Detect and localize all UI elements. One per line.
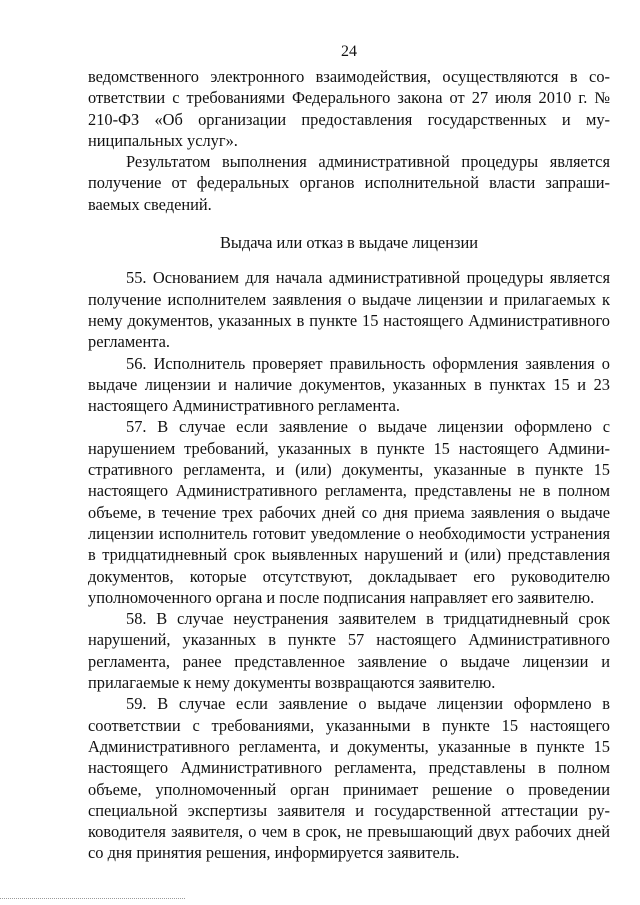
- scan-edge-mark: [0, 898, 185, 899]
- clause-57: 57. В случае если заявление о выдаче лицензии оформлено с нарушением требований, указанных в пункте 15 настоящего Административного регламента, и (или) документы, указанные в пункте 15 настоящего Административного регламента, представлены не в полном объеме, в течение трех рабочих дней со дня приема заявления о выдаче лицензии исполнитель готовит уведомление о необходимости устранения в тридцатидневный срок выявленных нарушений и (или) представления документов, которые отсутствуют, докладывает его руководителю уполномоченного органа и после подписания направляет его заявителю.: [88, 417, 610, 607]
- section-heading: Выдача или отказ в выдаче лицензии: [220, 233, 478, 253]
- page-number: 24: [341, 43, 357, 60]
- clause-55: 55. Основанием для начала административной процедуры является получение исполнителем заявления о выдаче лицензии и прилагаемых к нему документов, указанных в пункте 15 настоящего Административного регламента.: [88, 268, 610, 352]
- clause-58: 58. В случае неустранения заявителем в тридцатидневный срок нарушений, указанных в пункте 57 настоящего Административного регламента, ранее представленное заявление о выдаче лицензии и прилагаемые к нему документы возвращаются заявителю.: [88, 609, 610, 693]
- document-body: [88, 66, 610, 864]
- clause-59: 59. В случае если заявление о выдаче лицензии оформлено в соответствии с требованиями, указанными в пункте 15 настоящего Административного регламента, и документы, указанные в пункте 15 настоящего Административного регламента, представлены в полном объеме, уполномоченный орган принимает решение о проведении специальной экспертизы заявителя и государственной аттестации руководителя заявителя, о чем в срок, не превышающий двух рабочих дней со дня принятия решения, информируется заявитель.: [88, 694, 610, 863]
- clause-56: 56. Исполнитель проверяет правильность оформления заявления о выдаче лицензии и наличие документов, указанных в пунктах 15 и 23 настоящего Административного регламента.: [88, 353, 610, 416]
- paragraph-continuation: ведомственного электронного взаимодействия, осуществляются в соответствии с требованиями Федерального закона от 27 июля 2010 г. № 210-ФЗ «Об организации предоставления государственных и муниципальных услуг».: [88, 67, 610, 150]
- paragraph-result: Результатом выполнения административной процедуры является получение от федеральных органов исполнительной власти запрашиваемых сведений.: [88, 152, 610, 214]
